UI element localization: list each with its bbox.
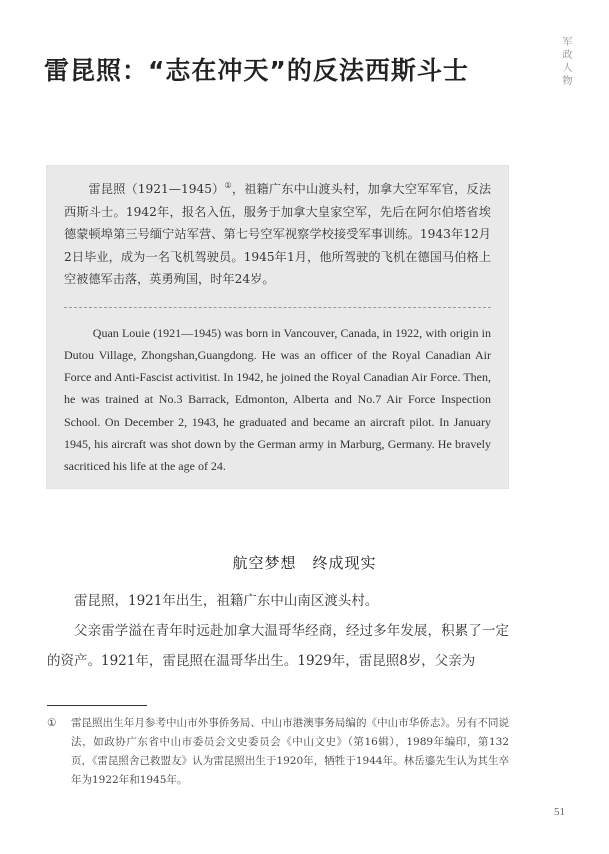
bio-chinese bbox=[64, 178, 491, 291]
footnote bbox=[47, 714, 509, 790]
bio-chinese-paragraph bbox=[64, 178, 491, 291]
body-paragraph: 雷昆照，1921年出生，祖籍广东中山南区渡头村。 bbox=[74, 593, 379, 609]
section-heading: 航空梦想 终成现实 bbox=[232, 554, 377, 572]
dashed-divider bbox=[64, 307, 491, 308]
bio-chinese-rest: ，祖籍广东中山渡头村，加拿大空军军官，反法西斯斗士。1942年，报名入伍，服务于加拿大皇家空军，先后在阿尔伯塔省埃德蒙顿埠第三号缅宁站军营、第七号空军视察学校接受军事训练。1943年12月2日毕业，成为一名飞机驾驶员。1945年1月，他所驾驶的飞机在德国马伯格上空被德军击落，英勇殉国，时年24岁。 bbox=[64, 182, 492, 286]
page-title: 雷昆照：“志在冲天”的反法西斯斗士 bbox=[44, 55, 469, 85]
footnote-reference[interactable]: ① bbox=[224, 180, 232, 190]
footnote-rule bbox=[47, 705, 147, 706]
section-side-label: 军政人物 bbox=[560, 36, 571, 88]
footnote-text: 雷昆照出生年月参考中山市外事侨务局、中山市港澳事务局编的《中山市华侨志》。另有不同说法，如政协广东省中山市委员会文史委员会《中山文史》（第16辑），1989年编印，第132页，《雷昆照舍己救盟友》认为雷昆照出生于1920年，牺牲于1944年。林岳鎏先生认为其生卒年为1922年和1945年。 bbox=[71, 717, 509, 786]
bio-english bbox=[64, 322, 491, 478]
body-paragraph: 父亲雷学溢在青年时远赴加拿大温哥华经商，经过多年发展，积累了一定的资产。1921年，雷昆照在温哥华出生。1929年，雷昆照8岁，父亲为 bbox=[47, 623, 509, 669]
bio-summary-box bbox=[47, 166, 508, 488]
bio-chinese-lead: 雷昆照（1921—1945） bbox=[88, 182, 225, 196]
page-number: 51 bbox=[554, 806, 565, 818]
footnote-mark: ① bbox=[47, 717, 57, 729]
bio-english-paragraph: Quan Louie (1921—1945) was born in Vancouver, Canada, in 1922, with origin in Dutou Village, Zhongshan,Guangdong. He was an officer of the Royal Canadian Air Force and Anti-Fascist activitist. In 1942, he joined the Royal Canadian Air Force. Then, he was trained at No.3 Barrack, Edmonton, Alberta and No.7 Air Force Inspection School. On December 2, 1943, he graduated and became an aircraft pilot. In January 1945, his aircraft was shot down by the German army in Marburg, Germany. He bravely sacriticed his life at the age of 24. bbox=[64, 325, 491, 474]
body-text bbox=[47, 586, 509, 676]
